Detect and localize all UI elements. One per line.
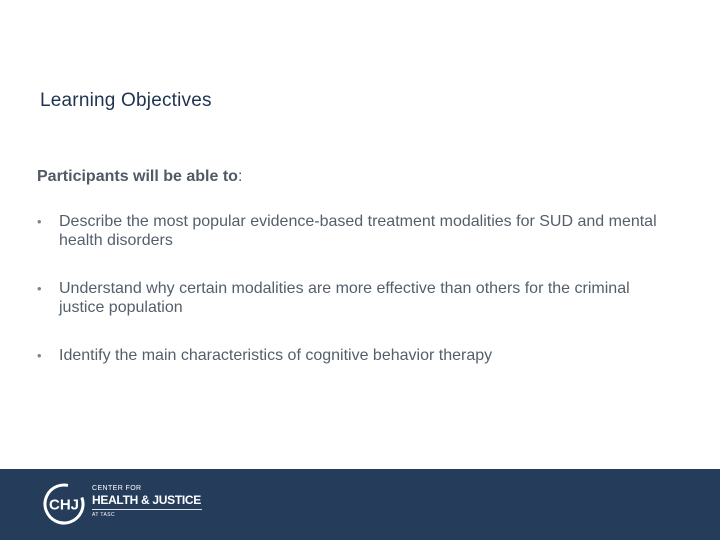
logo-wordmark	[92, 485, 202, 520]
logo-line-1: CENTER FOR	[92, 485, 142, 492]
bullet-text: Understand why certain modalities are more effective than others for the criminal justice population	[59, 280, 630, 316]
chj-logo-icon	[42, 482, 86, 526]
list-item	[37, 212, 677, 250]
bullet-text: Identify the main characteristics of cognitive behavior therapy	[59, 347, 493, 364]
logo-line-3: AT TASC	[92, 512, 115, 518]
chj-logo	[42, 482, 212, 532]
list-item	[37, 346, 677, 365]
bullet-icon: •	[37, 348, 42, 363]
intro-bold: Participants will be able to	[37, 168, 238, 185]
bullet-icon: •	[37, 281, 42, 296]
list-item	[37, 279, 677, 317]
logo-line-2: HEALTH & JUSTICE	[92, 493, 201, 507]
logo-initials: CHJ	[48, 496, 80, 514]
bullet-text: Describe the most popular evidence-based treatment modalities for SUD and mental health disorders	[59, 213, 657, 249]
intro-suffix: :	[237, 168, 243, 185]
slide-title: Learning Objectives	[40, 90, 212, 111]
logo-divider	[92, 509, 202, 510]
bullet-icon: •	[37, 214, 42, 229]
objectives-list	[37, 212, 677, 365]
intro-text	[37, 168, 242, 186]
